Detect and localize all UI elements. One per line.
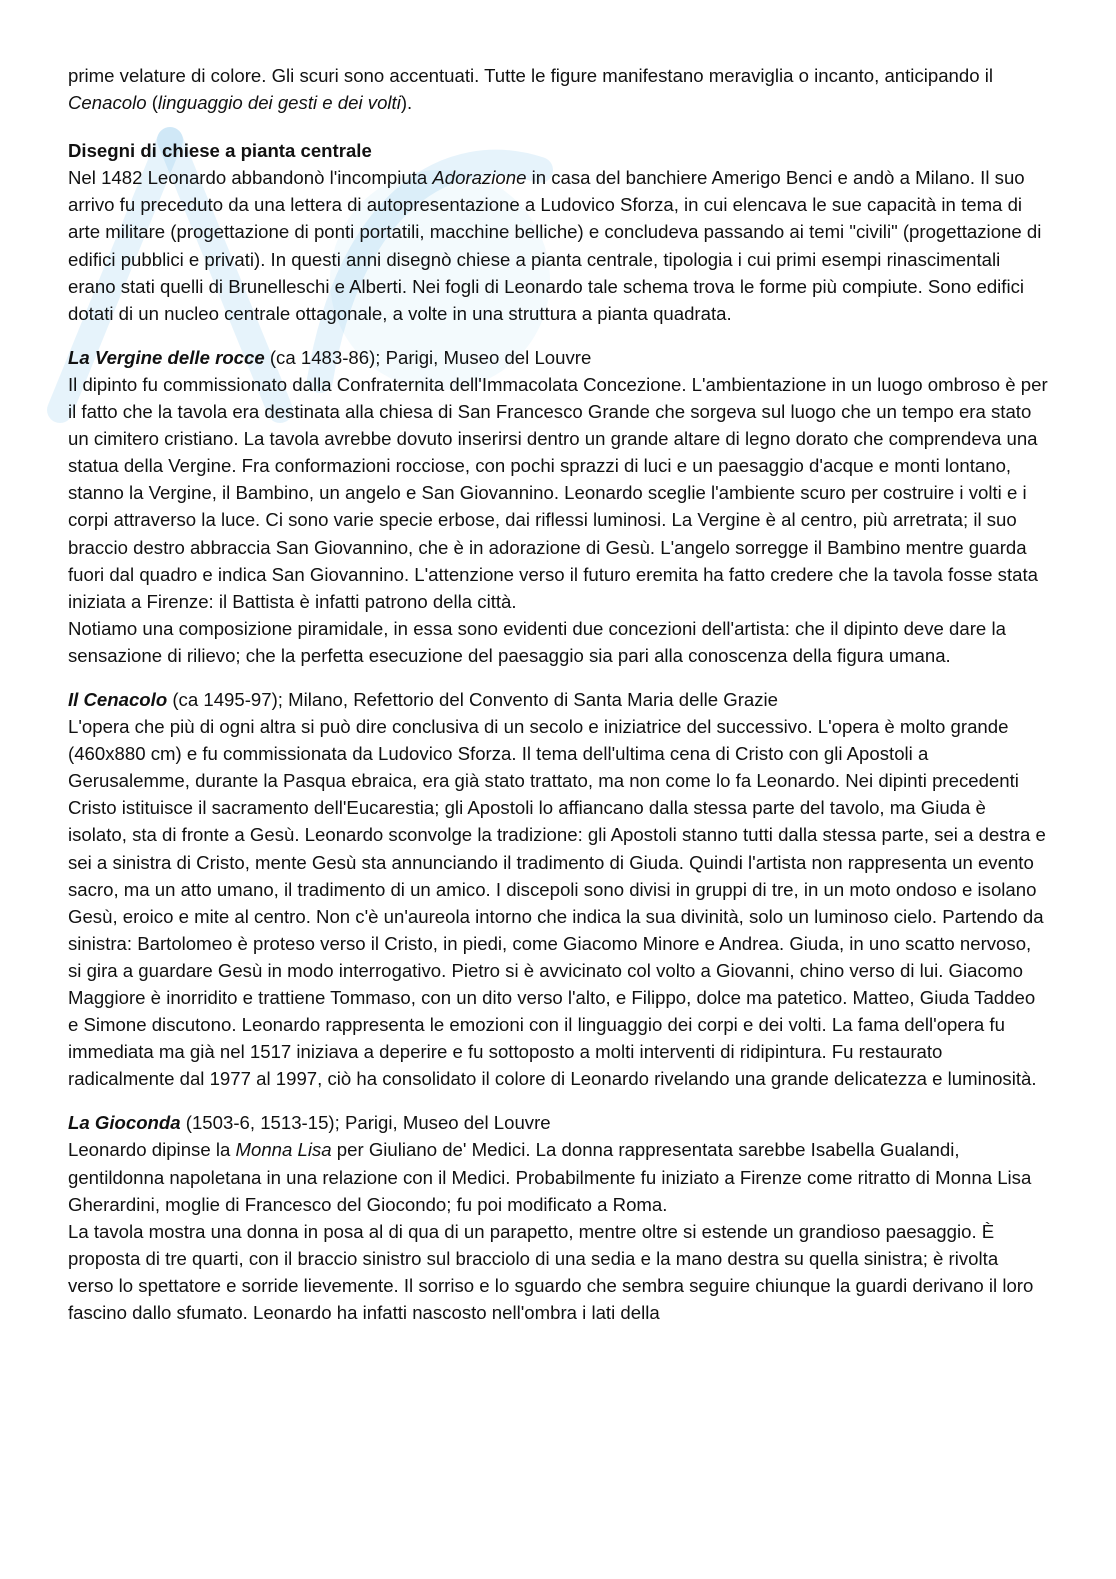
intro-text: prime velature di colore. Gli scuri sono accentuati. Tutte le figure manifestano meraviglia o incanto, anticipando il <box>68 65 994 86</box>
gioconda-title: La Gioconda <box>68 1112 181 1134</box>
section-heading-gioconda <box>68 1109 1048 1136</box>
intro-paren-open: ( <box>146 92 158 114</box>
gioconda-paragraph-1 <box>68 1136 1048 1217</box>
gioconda-text-1: Leonardo dipinse la <box>68 1139 236 1161</box>
intro-paren-close: ). <box>400 92 413 114</box>
intro-gesti: linguaggio dei gesti e dei volti <box>157 92 401 114</box>
intro-cenacolo: Cenacolo <box>68 92 147 114</box>
intro-paragraph <box>68 62 1048 116</box>
chiese-paragraph <box>68 164 1048 327</box>
section-heading-vergine <box>68 344 1048 371</box>
vergine-paragraph-1: Il dipinto fu commissionato dalla Confraternita dell'Immacolata Concezione. L'ambientazione in un luogo ombroso è per il fatto che la tavola era destinata alla chiesa di San Francesco Grande che sorgeva sul luogo che un tempo era stato un cimitero cristiano. La tavola avrebbe dovuto inserirsi dentro un grande altare di legno dorato che comprendeva una statua della Vergine. Fra conformazioni rocciose, con pochi sprazzi di luci e un paesaggio d'acque e monti lontano, stanno la Vergine, il Bambino, un angelo e San Giovannino. Leonardo sceglie l'ambiente scuro per costruire i volti e i corpi attraverso la luce. Ci sono varie specie erbose, dai riflessi luminosi. La Vergine è al centro, più arretrata; il suo braccio destro abbraccia San Giovannino, che è in adorazione di Gesù. L'angelo sorregge il Bambino mentre guarda fuori dal quadro e indica San Giovannino. L'attenzione verso il futuro eremita ha fatto credere che la tavola fosse stata iniziata a Firenze: il Battista è infatti patrono della città. <box>68 373 1048 612</box>
vergine-meta: (ca 1483-86); Parigi, Museo del Louvre <box>264 346 592 368</box>
cenacolo-meta: (ca 1495-97); Milano, Refettorio del Convento di Santa Maria delle Grazie <box>167 688 779 710</box>
section-heading-chiese: Disegni di chiese a pianta centrale <box>68 140 372 162</box>
gioconda-paragraph-2: La tavola mostra una donna in posa al di qua di un parapetto, mentre oltre si estende un grandioso paesaggio. È proposta di tre quarti, con il braccio sinistro sul bracciolo di una sedia e la mano destra su quella sinistra; è rivolta verso lo spettatore e sorride lievemente. Il sorriso e lo sguardo che sembra seguire chiunque la guardi derivano il loro fascino dallo sfumato. Leonardo ha infatti nascosto nell'ombra i lati della <box>68 1220 1034 1324</box>
section-heading-cenacolo <box>68 686 1048 713</box>
chiese-adorazione: Adorazione <box>432 167 527 189</box>
gioconda-text-2: per Giuliano de' Medici. La donna rappresentata sarebbe Isabella Gualandi, gentildonna napoletana in una relazione con il Medici. Probabilmente fu iniziato a Firenze come ritratto di Monna Lisa Gherardini, moglie di Francesco del Giocondo; fu poi modificato a Roma. <box>68 1139 1032 1215</box>
cenacolo-title: Il Cenacolo <box>68 688 168 710</box>
document-page <box>68 62 1048 1326</box>
chiese-text-2: in casa del banchiere Amerigo Benci e andò a Milano. Il suo arrivo fu preceduto da una lettera di autopresentazione a Ludovico Sforza, in cui elencava le sue capacità in tema di arte militare (progettazione di ponti portatili, macchine belliche) e concludeva passando ai temi "civili" (progettazione di edifici pubblici e privati). In questi anni disegnò chiese a pianta centrale, tipologia i cui primi esempi rinascimentali erano stati quelli di Brunelleschi e Alberti. Nei fogli di Leonardo tale schema trova le forme più compiute. Sono edifici dotati di un nucleo centrale ottagonale, a volte in una struttura a pianta quadrata. <box>68 167 1042 324</box>
gioconda-meta: (1503-6, 1513-15); Parigi, Museo del Louvre <box>180 1112 551 1134</box>
vergine-paragraph-2: Notiamo una composizione piramidale, in essa sono evidenti due concezioni dell'artista: che il dipinto deve dare la sensazione di rilievo; che la perfetta esecuzione del paesaggio sia pari alla conoscenza della figura umana. <box>68 617 1006 666</box>
chiese-text-1: Nel 1482 Leonardo abbandonò l'incompiuta <box>68 167 433 189</box>
cenacolo-paragraph: L'opera che più di ogni altra si può dire conclusiva di un secolo e iniziatrice del successivo. L'opera è molto grande (460x880 cm) e fu commissionata da Ludovico Sforza. Il tema dell'ultima cena di Cristo con gli Apostoli a Gerusalemme, durante la Pasqua ebraica, era già stato trattato, ma non come lo fa Leonardo. Nei dipinti precedenti Cristo istituisce il sacramento dell'Eucarestia; gli Apostoli lo affiancano dalla stessa parte del tavolo, ma Giuda è isolato, sta di fronte a Gesù. Leonardo sconvolge la tradizione: gli Apostoli stanno tutti dalla stessa parte, sei a destra e sei a sinistra di Cristo, mente Gesù sta annunciando il tradimento di Giuda. Quindi l'artista non rappresenta un evento sacro, ma un atto umano, il tradimento di un amico. I discepoli sono divisi in gruppi di tre, in un moto ondoso e isolano Gesù, eroico e mite al centro. Non c'è un'aureola intorno che indica la sua divinità, solo un luminoso cielo. Partendo da sinistra: Bartolomeo è proteso verso il Cristo, in piedi, come Giacomo Minore e Andrea. Giuda, in uno scatto nervoso, si gira a guardare Gesù in modo interrogativo. Pietro si è avvicinato col volto a Giovanni, chino verso di lui. Giacomo Maggiore è inorridito e trattiene Tommaso, con un dito verso l'alto, e Filippo, dolce ma patetico. Matteo, Giuda Taddeo e Simone discutono. Leonardo rappresenta le emozioni con il linguaggio dei corpi e dei volti. La fama dell'opera fu immediata ma già nel 1517 iniziava a deperire e fu sottoposto a molti interventi di ridipintura. Fu restaurato radicalmente dal 1977 al 1997, ciò ha consolidato il colore di Leonardo rivelando una grande delicatezza e luminosità. <box>68 716 1046 1090</box>
vergine-title: La Vergine delle rocce <box>68 346 265 368</box>
gioconda-monna-lisa: Monna Lisa <box>235 1139 332 1161</box>
